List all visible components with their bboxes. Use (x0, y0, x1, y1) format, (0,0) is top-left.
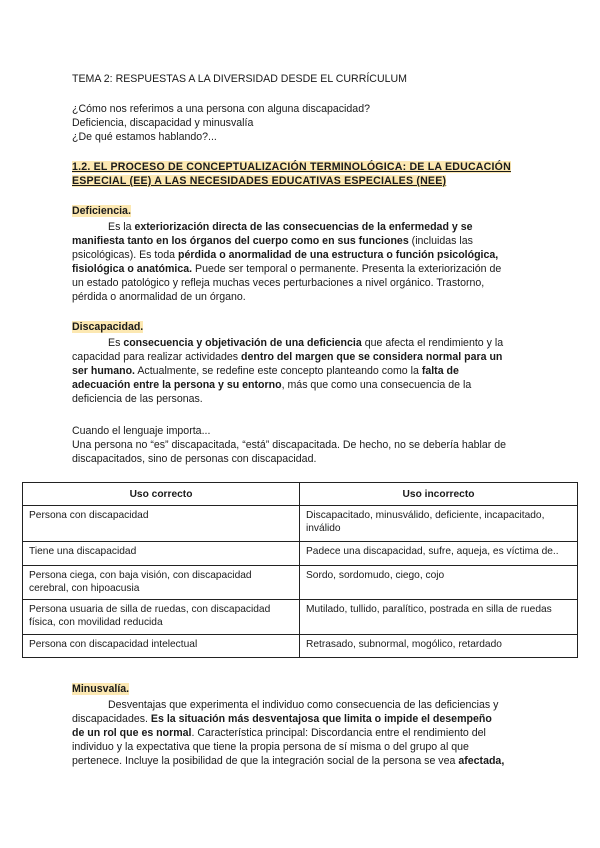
text: Es la (108, 221, 135, 233)
table-header: Uso correcto (23, 483, 300, 506)
bold-text: pérdida o anormalidad de una estructura o función psicológica, (178, 249, 499, 261)
paragraph-line: discapacitados, sino de personas con discapacidad. (72, 453, 317, 465)
table-cell: Mutilado, tullido, paralítico, postrada en silla de ruedas (300, 600, 578, 635)
text: . Característica principal: Discordancia entre el rendimiento del (191, 727, 486, 739)
bold-text: dentro del margen que se considera normal para un (241, 351, 503, 363)
table-cell: Retrasado, subnormal, mogólico, retardado (300, 635, 578, 658)
paragraph-line (72, 712, 492, 726)
bold-text: fisiológica o anatómica. (72, 263, 193, 275)
bold-text: consecuencia y objetivación de una deficiencia (123, 337, 362, 349)
bold-text: Es la situación más desventajosa que limita o impide el desempeño (150, 713, 492, 725)
paragraph-line (72, 364, 459, 378)
table-row (23, 600, 578, 635)
text: discapacidades. (72, 713, 151, 725)
paragraph-line (72, 726, 486, 740)
table-cell: Discapacitado, minusválido, deficiente, incapacitado, inválido (300, 506, 578, 542)
paragraph-line (72, 234, 473, 248)
paragraph-line: pérdida o anormalidad de un órgano. (72, 291, 246, 303)
intro-line: ¿De qué estamos hablando?... (72, 131, 217, 143)
bold-text: ser humano. (72, 365, 135, 377)
table-row (23, 635, 578, 658)
table-cell: Persona ciega, con baja visión, con discapacidad cerebral, con hipoacusia (23, 566, 300, 600)
table-cell: Persona con discapacidad intelectual (23, 635, 300, 658)
paragraph-line: individuo y la expectativa que tiene la propia persona de sí misma o del grupo al que (72, 741, 469, 753)
text: Es (108, 337, 124, 349)
table-cell: Persona usuaria de silla de ruedas, con discapacidad física, con movilidad reducida (23, 600, 300, 635)
doc-title: TEMA 2: RESPUESTAS A LA DIVERSIDAD DESDE EL CURRÍCULUM (72, 73, 407, 85)
text: , más que como una consecuencia de la (281, 379, 472, 391)
bold-text: manifiesta tanto en los órganos del cuerpo como en sus funciones (72, 235, 409, 247)
paragraph-line (72, 378, 471, 392)
table-header: Uso incorrecto (300, 483, 578, 506)
table-cell: Persona con discapacidad (23, 506, 300, 542)
paragraph-line (72, 248, 498, 262)
usage-table (22, 482, 578, 658)
table-row (23, 542, 578, 566)
section-heading (72, 160, 511, 174)
deficiencia-heading (72, 204, 131, 218)
paragraph-line (72, 350, 502, 364)
section-heading-line-2: ESPECIAL (EE) A LAS NECESIDADES EDUCATIVAS ESPECIALES (NEE) (72, 175, 447, 187)
bold-text: de un rol que es normal (72, 727, 192, 739)
table-cell: Tiene una discapacidad (23, 542, 300, 566)
table-row (23, 506, 578, 542)
paragraph-line (72, 220, 472, 234)
discapacidad-heading-text: Discapacidad. (72, 321, 144, 333)
bold-text: adecuación entre la persona y su entorno (72, 379, 282, 391)
minusvalia-heading-text: Minusvalía. (72, 683, 130, 695)
minusvalia-heading (72, 682, 129, 696)
bold-text: exteriorización directa de las consecuencias de la enfermedad y se (134, 221, 473, 233)
table-header-row (23, 483, 578, 506)
table-cell: Sordo, sordomudo, ciego, cojo (300, 566, 578, 600)
text: capacidad para realizar actividades (72, 351, 242, 363)
paragraph-line: Desventajas que experimenta el individuo como consecuencia de las deficiencias y (108, 699, 499, 711)
paragraph-line (72, 754, 504, 768)
paragraph-line: Cuando el lenguaje importa... (72, 425, 211, 437)
paragraph-line (72, 336, 503, 350)
intro-line: ¿Cómo nos referimos a una persona con alguna discapacidad? (72, 103, 370, 115)
intro-line: Deficiencia, discapacidad y minusvalía (72, 117, 254, 129)
bold-text: falta de (421, 365, 459, 377)
bold-text: afectada, (458, 755, 505, 767)
table-cell: Padece una discapacidad, sufre, aqueja, es víctima de.. (300, 542, 578, 566)
deficiencia-heading-text: Deficiencia. (72, 205, 131, 217)
text: (incluidas las (408, 235, 473, 247)
paragraph-line (72, 262, 501, 276)
text: psicológicas). Es toda (72, 249, 178, 261)
section-heading (72, 174, 446, 188)
paragraph-line: deficiencia de las personas. (72, 393, 203, 405)
paragraph-line: un estado patológico y refleja muchas veces perturbaciones a nivel orgánico. Trastorno, (72, 277, 485, 289)
table-row (23, 566, 578, 600)
text: Actualmente, se redefine este concepto planteando como la (135, 365, 422, 377)
text: que afecta el rendimiento y la (361, 337, 504, 349)
section-heading-line-1: 1.2. EL PROCESO DE CONCEPTUALIZACIÓN TERMINOLÓGICA: DE LA EDUCACIÓN (72, 161, 511, 173)
discapacidad-heading (72, 320, 143, 334)
text: pertenece. Incluye la posibilidad de que la integración social de la persona se vea (72, 755, 459, 767)
text: Puede ser temporal o permanente. Presenta la exteriorización de (192, 263, 502, 275)
paragraph-line: Una persona no “es” discapacitada, “está” discapacitada. De hecho, no se debería hablar de (72, 439, 507, 451)
